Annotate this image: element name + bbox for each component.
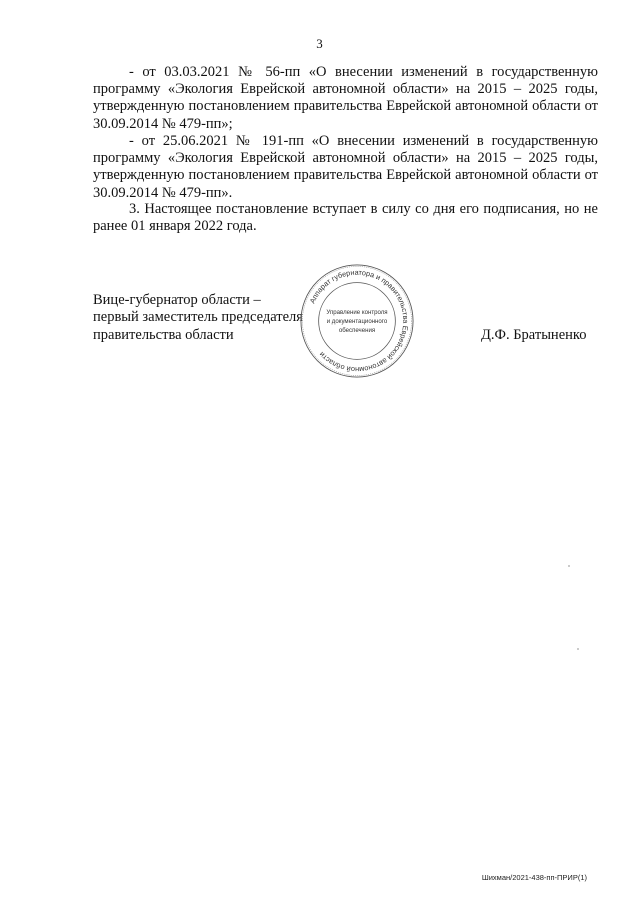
page-number: 3 xyxy=(316,36,323,51)
stamp-inner-line-3: обеспечения xyxy=(338,326,376,334)
position-line-3: правительства области xyxy=(93,326,234,343)
official-stamp xyxy=(298,262,416,380)
signatory-name: Д.Ф. Братыненко xyxy=(481,327,587,343)
stamp-outer-text: Аппарат губернатора и правительства Еврейской автономной области xyxy=(307,267,411,375)
paragraph-effective-date: 3. Настоящее постановление вступает в силу со дня его подписания, но не ранее 01 января 2022 года. xyxy=(93,201,598,235)
signatory-position xyxy=(93,292,303,344)
stamp-inner-line-2: и документационного xyxy=(326,317,388,325)
scan-speck xyxy=(577,648,579,650)
paragraph-amendment-2: - от 25.06.2021 № 191-пп «О внесении изменений в государственную программу «Экология Еврейской автономной области» на 2015 – 2025 годы, утвержденную постановлением правительства Еврейской автономной области от 30.09.2014 № 479-пп». xyxy=(93,133,598,201)
paragraph-amendment-1: - от 03.03.2021 № 56-пп «О внесении изменений в государственную программу «Экология Еврейской автономной области» на 2015 – 2025 годы, утвержденную постановлением правительства Еврейской автономной области от 30.09.2014 № 479-пп»; xyxy=(93,64,598,132)
stamp-inner-line-1: Управление контроля xyxy=(326,309,388,317)
position-line-1: Вице-губернатор области – xyxy=(93,292,261,308)
document-code: Шихман/2021-438-пп-ПРИР(1) xyxy=(481,873,587,882)
position-line-2: первый заместитель председателя xyxy=(93,309,303,326)
scan-speck xyxy=(568,565,570,567)
